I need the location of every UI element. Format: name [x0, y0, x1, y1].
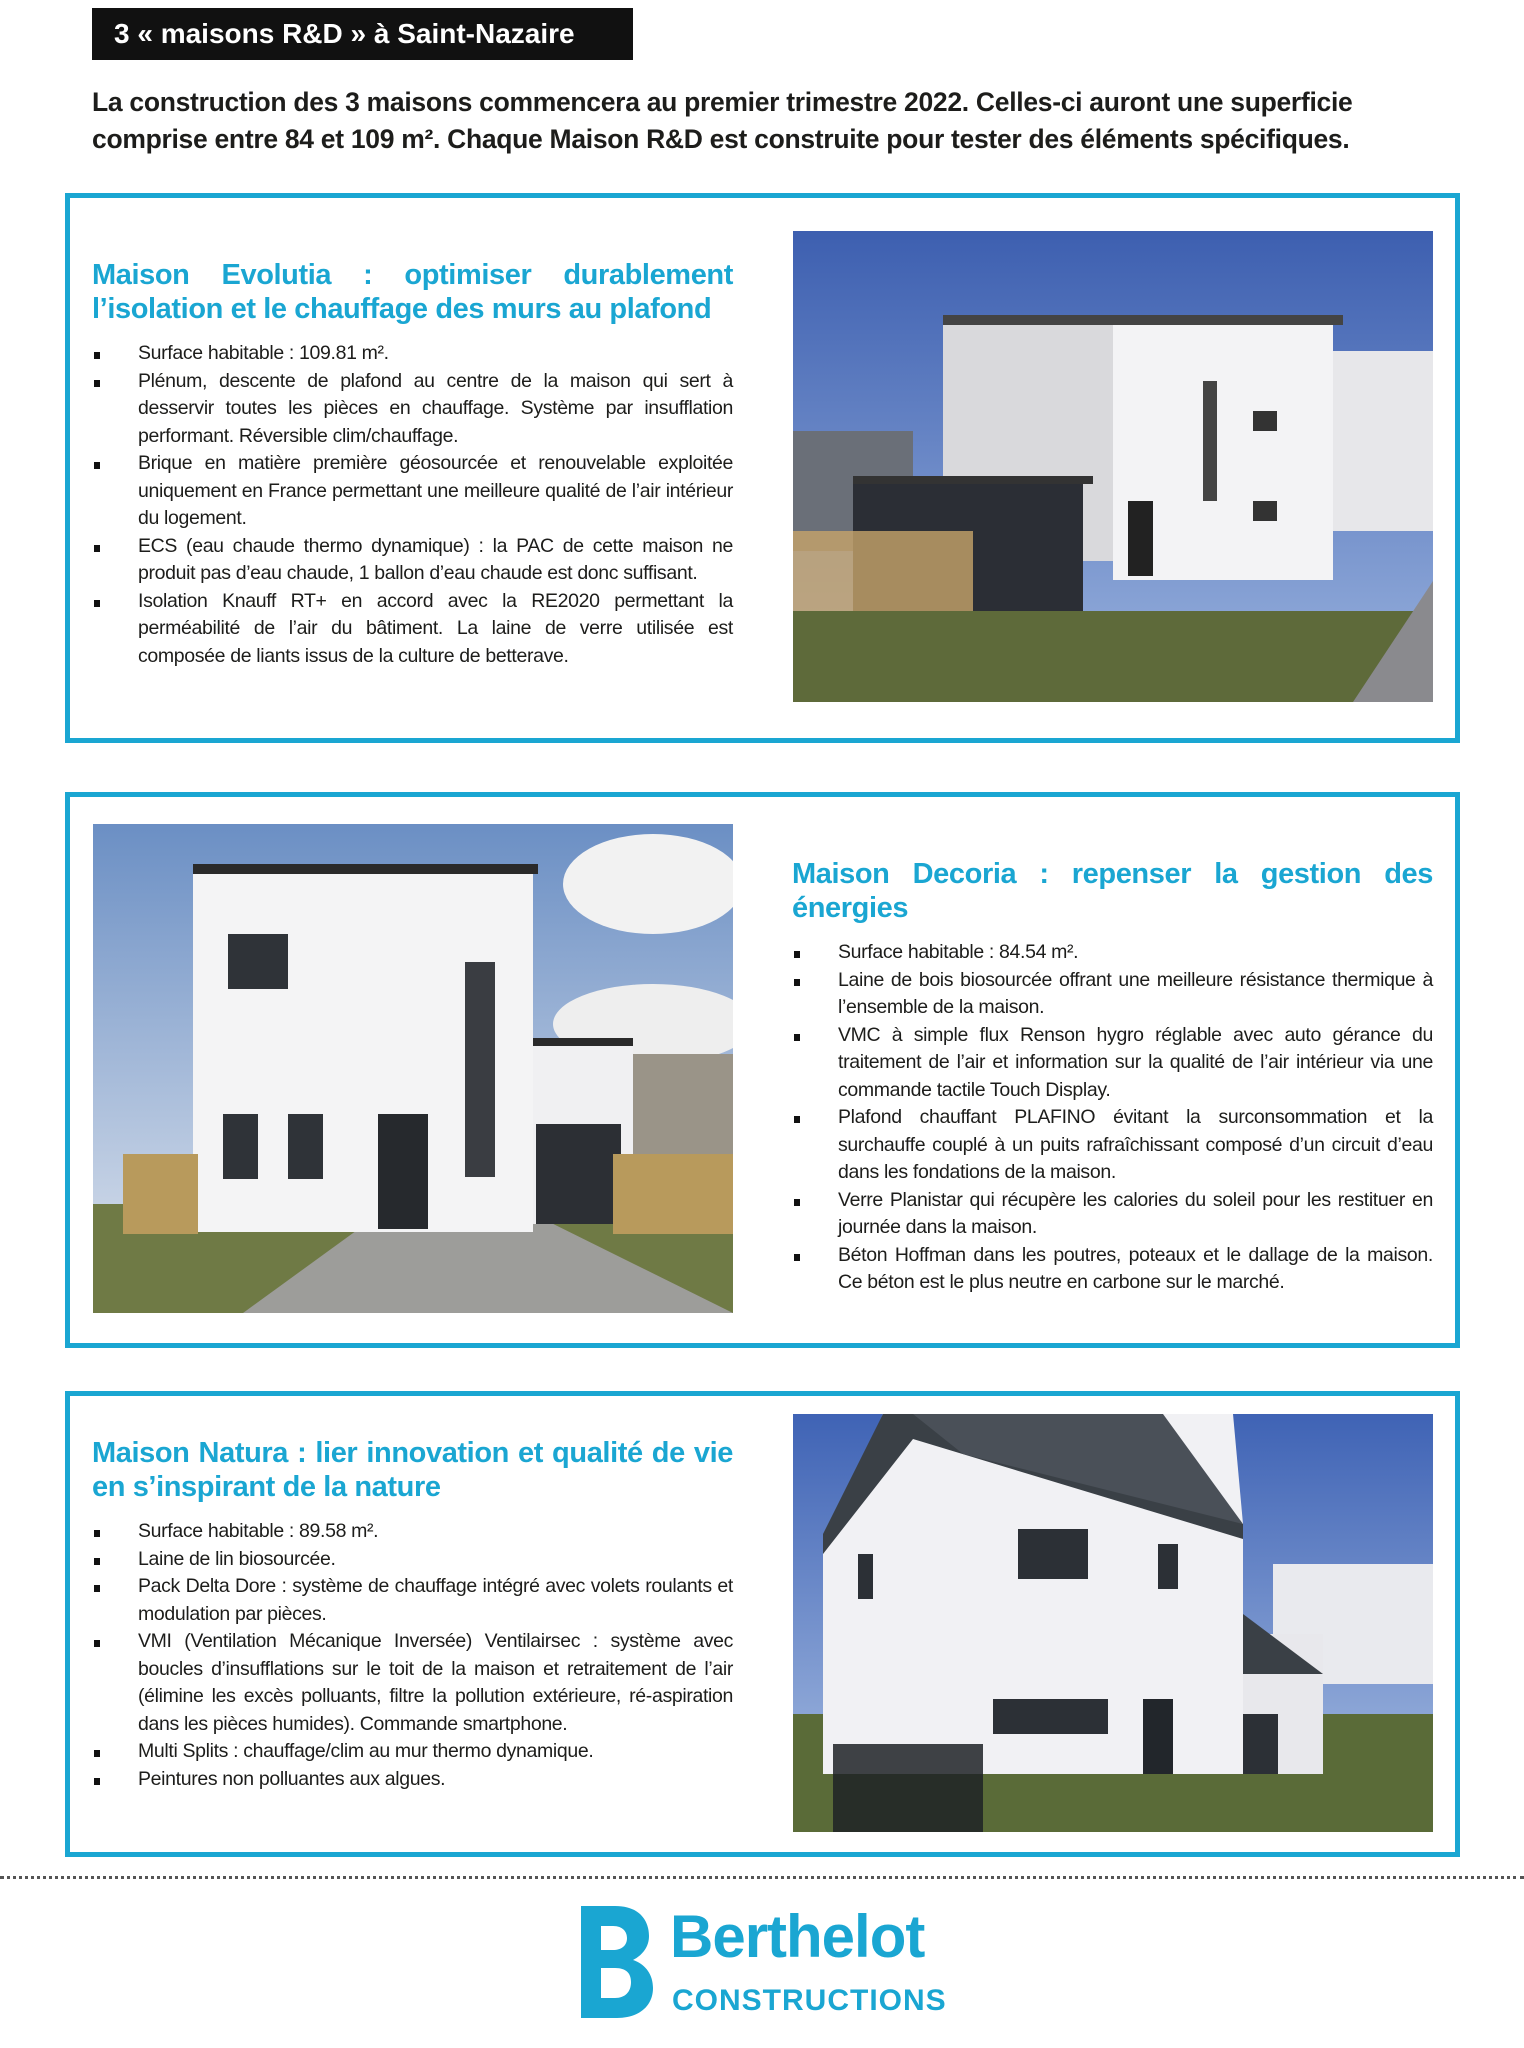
list-item: ECS (eau chaude thermo dynamique) : la PAC de cette maison ne produit pas d’eau chaude, 1 ballon d’eau chaude est donc suffisant.: [92, 533, 733, 588]
house-heading: Maison Natura : lier innovation et qualité de vie en s’inspirant de la nature: [92, 1437, 733, 1503]
feature-list: [92, 1518, 733, 1793]
page-title: 3 « maisons R&D » à Saint-Nazaire: [92, 8, 633, 60]
list-item: Isolation Knauff RT+ en accord avec la RE2020 permettant la perméabilité de l’air du bâtiment. La laine de verre utilisée est composée de liants issus de la culture de betterave.: [92, 588, 733, 671]
list-item: Laine de bois biosourcée offrant une meilleure résistance thermique à l’ensemble de la maison.: [792, 967, 1433, 1022]
house-text-natura: [92, 1436, 733, 1793]
list-item: Béton Hoffman dans les poutres, poteaux et le dallage de la maison. Ce béton est le plus neutre en carbone sur le marché.: [792, 1242, 1433, 1297]
house-photo-evolutia: [793, 231, 1433, 702]
separator-dotted: [0, 1876, 1524, 1879]
list-item: Multi Splits : chauffage/clim au mur thermo dynamique.: [92, 1738, 733, 1766]
list-item: Peintures non polluantes aux algues.: [92, 1766, 733, 1794]
list-item: Verre Planistar qui récupère les calories du soleil pour les restituer en journée dans la maison.: [792, 1187, 1433, 1242]
brand-subtitle: CONSTRUCTIONS: [672, 1984, 947, 2017]
house-text-evolutia: [92, 258, 733, 670]
list-item: Brique en matière première géosourcée et renouvelable exploitée uniquement en France permettant une meilleure qualité de l’air intérieur du logement.: [92, 450, 733, 533]
berthelot-b-icon: [575, 1900, 655, 2024]
brand-name: Berthelot: [670, 1903, 925, 1970]
house-text-decoria: [792, 857, 1433, 1297]
list-item: VMC à simple flux Renson hygro réglable avec auto gérance du traitement de l’air et information sur la qualité de l’air intérieur via une commande tactile Touch Display.: [792, 1022, 1433, 1105]
list-item: Surface habitable : 84.54 m².: [792, 939, 1433, 967]
list-item: Pack Delta Dore : système de chauffage intégré avec volets roulants et modulation par pièces.: [92, 1573, 733, 1628]
berthelot-logo: [575, 1900, 955, 2028]
list-item: VMI (Ventilation Mécanique Inversée) Ventilairsec : système avec boucles d’insufflations sur le toit de la maison et retraitement de l’air (élimine les excès polluants, filtre la pollution extérieure, ré-aspiration dans les pièces humides). Commande smartphone.: [92, 1628, 733, 1738]
feature-list: [792, 939, 1433, 1297]
list-item: Laine de lin biosourcée.: [92, 1546, 733, 1574]
list-item: Surface habitable : 89.58 m².: [92, 1518, 733, 1546]
house-heading: Maison Decoria : repenser la gestion des énergies: [792, 858, 1433, 924]
intro-paragraph: La construction des 3 maisons commencera au premier trimestre 2022. Celles-ci auront une superficie comprise entre 84 et 109 m². Chaque Maison R&D est construite pour tester des éléments spécifiques.: [92, 87, 1353, 154]
feature-list: [92, 340, 733, 670]
list-item: Surface habitable : 109.81 m².: [92, 340, 733, 368]
house-photo-natura: [793, 1414, 1433, 1832]
list-item: Plafond chauffant PLAFINO évitant la surconsommation et la surchauffe couplé à un puits rafraîchissant composé d’un circuit d’eau dans les fondations de la maison.: [792, 1104, 1433, 1187]
list-item: Plénum, descente de plafond au centre de la maison qui sert à desservir toutes les pièces en chauffage. Système par insufflation performant. Réversible clim/chauffage.: [92, 368, 733, 451]
house-heading: Maison Evolutia : optimiser durablement l’isolation et le chauffage des murs au plafond: [92, 259, 733, 325]
house-photo-decoria: [93, 824, 733, 1313]
